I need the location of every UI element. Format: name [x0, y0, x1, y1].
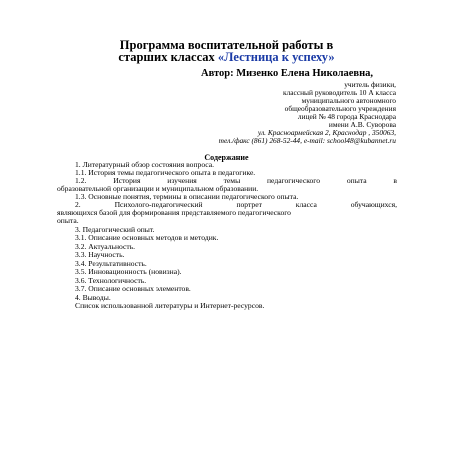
affiliation-line-1: учитель физики, [344, 80, 396, 89]
toc-item: опыта. [57, 216, 79, 225]
author-name: Автор: Мизенко Елена Николаевна [201, 68, 371, 79]
affiliation-line-3: муниципального автономного [301, 96, 396, 105]
affiliation-line-4: общеобразовательного учреждения [284, 104, 396, 113]
toc-item: 1.2. История изучения темы педагогического опыта в [75, 176, 397, 185]
author-suffix: , [370, 68, 374, 79]
toc-item: 4. Выводы. [75, 293, 111, 302]
toc-item: 1.3. Основные понятия, термины в описании педагогического опыта. [75, 192, 299, 201]
toc-item: 1.1. История темы педагогического опыта в педагогике. [75, 168, 256, 177]
affiliation-line-5: лицей № 48 города Краснодара [297, 112, 396, 121]
toc-item: 3.3. Научность. [75, 250, 125, 259]
contacts-line: тел./факс (861) 268-52-44, e-mail: school48@kubannet.ru [218, 136, 396, 145]
program-name: «Лестница к успеху» [217, 50, 335, 64]
author-line [201, 68, 373, 79]
toc-item: 1. Литературный обзор состояния вопроса. [75, 160, 215, 169]
document-title-line-2 [0, 51, 453, 63]
contents-heading: Содержание [204, 153, 249, 162]
toc-item: 3. Педагогический опыт. [75, 225, 155, 234]
toc-item: 3.1. Описание основных методов и методик. [75, 233, 219, 242]
toc-item: 3.2. Актуальность. [75, 242, 136, 251]
toc-item: 3.6. Технологичность. [75, 276, 147, 285]
affiliation-line-6: имени А.В. Суворова [328, 120, 396, 129]
toc-item: образовательной организации и муниципальном образовании. [57, 184, 259, 193]
toc-item: 3.7. Описание основных элементов. [75, 284, 191, 293]
toc-item: 3.4. Результативность. [75, 259, 147, 268]
toc-item: 2. Психолого-педагогический портрет класса обучающихся, [75, 200, 397, 209]
toc-item: Список использованной литературы и Интернет-ресурсов. [75, 301, 265, 310]
toc-item: являющихся базой для формирования представляемого педагогического [57, 208, 291, 217]
toc-item: 3.5. Инновационность (новизна). [75, 267, 182, 276]
affiliation-line-2: классный руководитель 10 А класса [282, 88, 396, 97]
document-title-line-1: Программа воспитательной работы в [119, 38, 334, 52]
document-title-prefix: старших классах [118, 50, 218, 64]
address-line: ул. Красноармейская 2, Краснодар , 350063, [257, 128, 396, 137]
